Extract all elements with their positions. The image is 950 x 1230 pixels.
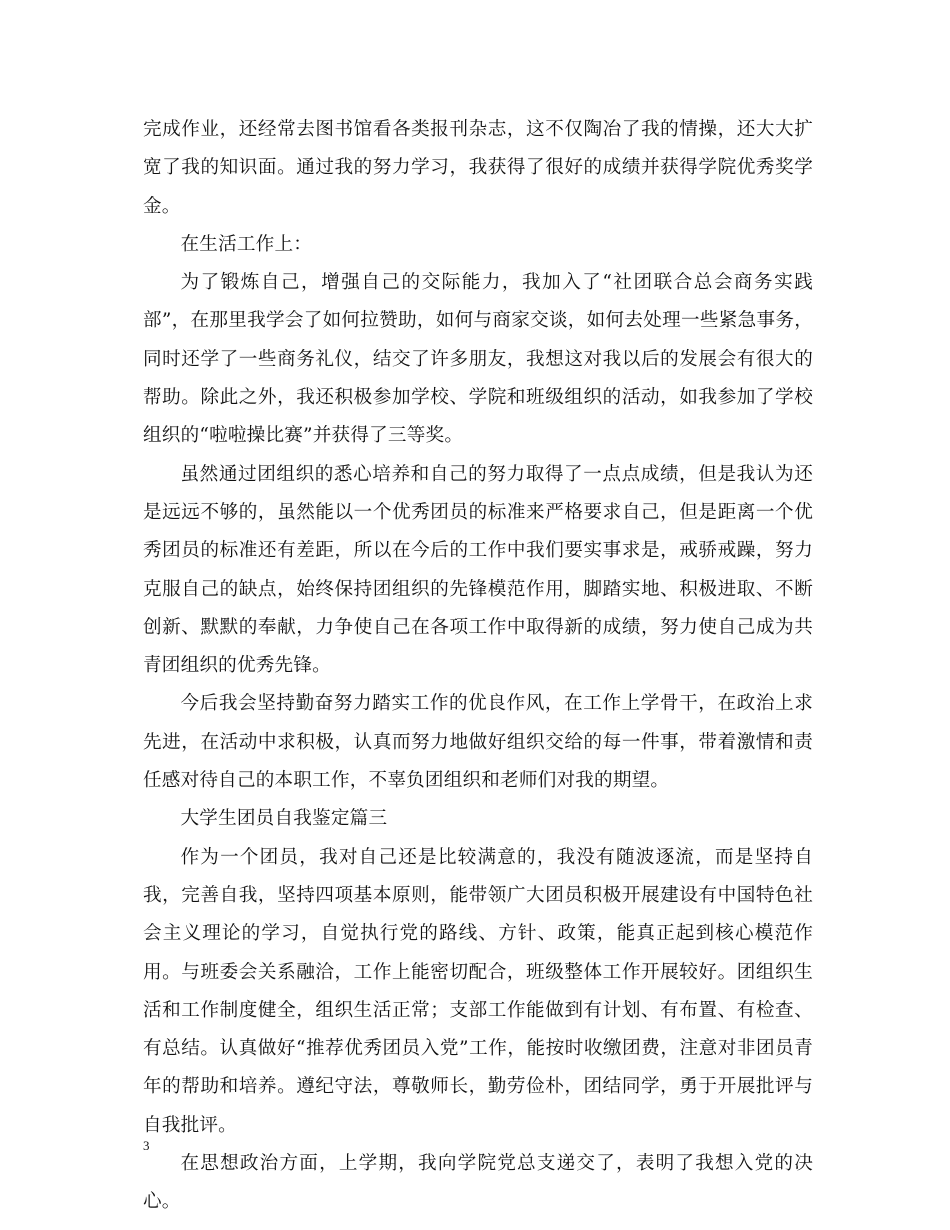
document-body [143,111,813,1222]
section-title-part-three: 大学生团员自我鉴定篇三 [180,808,388,830]
paragraph-continued-study: 完成作业，还经常去图书馆看各类报刊杂志，这不仅陶冶了我的情操，还大大扩宽了我的知识面。通过我的努力学习，我获得了很好的成绩并获得学院优秀奖学金。 [143,119,813,217]
paragraph-club-activities: 为了锻炼自己，增强自己的交际能力，我加入了“社团联合总会商务实践部”，在那里我学会了如何拉赞助，如何与商家交谈，如何去处理一些紧急事务，同时还学了一些商务礼仪，结交了许多朋友，我想这对我以后的发展会有很大的帮助。除此之外，我还积极参加学校、学院和班级组织的活动，如我参加了学校组织的“啦啦操比赛”并获得了三等奖。 [143,272,813,447]
paragraph-political-thought: 在思想政治方面，上学期，我向学院党总支递交了，表明了我想入党的决心。 [143,1153,813,1213]
page-number: 3 [143,1138,150,1153]
paragraph-achievements-reflection: 虽然通过团组织的悉心培养和自己的努力取得了一点点成绩，但是我认为还是远远不够的，虽然能以一个优秀团员的标准来严格要求自己，但是距离一个优秀团员的标准还有差距，所以在今后的工作中我们要实事求是，戒骄戒躁，努力克服自己的缺点，始终保持团组织的先锋模范作用，脚踏实地、积极进取、不断创新、默默的奉献，力争使自己在各项工作中取得新的成绩，努力使自己成为共青团组织的优秀先锋。 [143,463,813,677]
heading-life-and-work: 在生活工作上： [180,233,313,255]
paragraph-self-assessment: 作为一个团员，我对自己还是比较满意的，我没有随波逐流，而是坚持自我，完善自我，坚持四项基本原则，能带领广大团员积极开展建设有中国特色社会主义理论的学习，自觉执行党的路线、方针、政策，能真正起到核心模范作用。与班委会关系融洽，工作上能密切配合，班级整体工作开展较好。团组织生活和工作制度健全，组织生活正常；支部工作能做到有计划、有布置、有检查、有总结。认真做好“推荐优秀团员入党”工作，能按时收缴团费，注意对非团员青年的帮助和培养。遵纪守法，尊敬师长，勤劳俭朴，团结同学，勇于开展批评与自我批评。 [143,846,813,1136]
paragraph-future-commitment: 今后我会坚持勤奋努力踏实工作的优良作风，在工作上学骨干，在政治上求先进，在活动中求积极，认真而努力地做好组织交给的每一件事，带着激情和责任感对待自己的本职工作，不辜负团组织和老师们对我的期望。 [143,693,813,792]
